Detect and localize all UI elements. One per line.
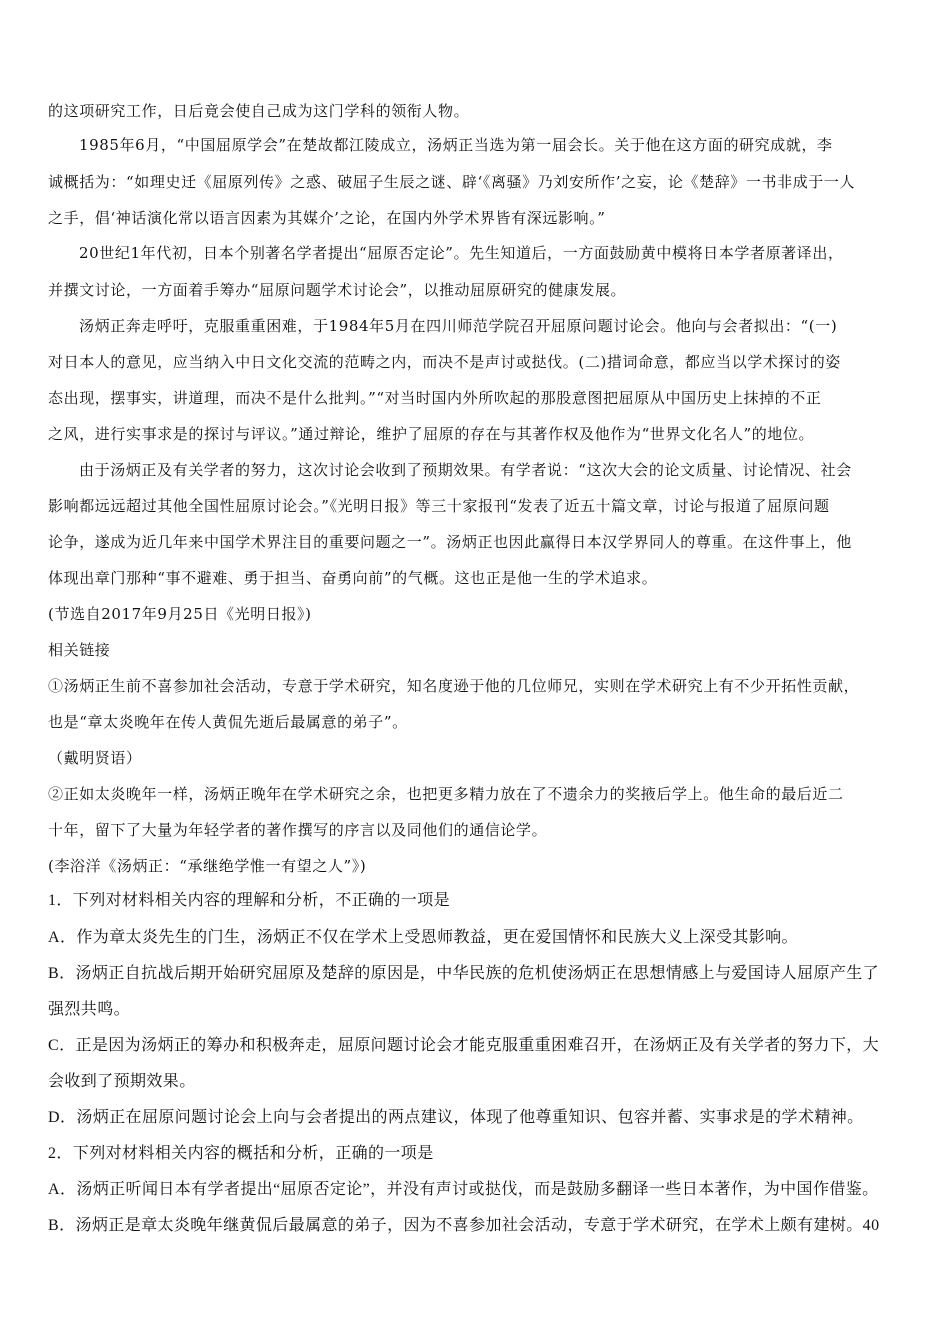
answer-option: C．正是因为汤炳正的筹办和积极奔走，屈原问题讨论会才能克服重重困难召开，在汤炳正及有关学者的努力下，大 — [48, 1037, 880, 1054]
answer-option: D．汤炳正在屈原问题讨论会上向与会者提出的两点建议，体现了他尊重知识、包容并蓄、实事求是的学术精神。 — [48, 1109, 864, 1126]
text-line: 也是“章太炎晚年在传人黄侃先逝后最属意的弟子”。 — [48, 713, 408, 731]
answer-option: A．作为章太炎先生的门生，汤炳正不仅在学术上受恩师教益，更在爱国情怀和民族大义上深受其影响。 — [48, 929, 798, 946]
text-line: ①汤炳正生前不喜参加社会活动，专意于学术研究，知名度逊于他的几位师兄，实则在学术研究上有不少开拓性贡献， — [48, 677, 860, 695]
text-line: 影响都远远超过其他全国性屈原讨论会。”《光明日报》等三十家报刊“发表了近五十篇文章，讨论与报道了屈原问题 — [48, 497, 830, 515]
section-heading: 相关链接 — [48, 641, 111, 659]
text-line: 并撰文讨论，一方面着手筹办“屈原问题学术讨论会”，以推动屈原研究的健康发展。 — [48, 281, 627, 299]
text-line: 对日本人的意见，应当纳入中日文化交流的范畴之内，而决不是声讨或挞伐。(二)措词命意，都应当以学术探讨的姿 — [48, 353, 841, 371]
text-line: 之风，进行实事求是的探讨与评议。”通过辩论，维护了屈原的存在与其著作权及他作为“世界文化名人”的地位。 — [48, 425, 815, 443]
source-note: （戴明贤语） — [48, 749, 142, 767]
text-line: 态出现，摆事实，讲道理，而决不是什么批判。”“对当时国内外所吹起的那股意图把屈原从中国历史上抹掉的不正 — [48, 389, 822, 407]
text-line: 论争，遂成为近几年来中国学术界注目的重要问题之一”。汤炳正也因此赢得日本汉学界同人的尊重。在这件事上，他 — [48, 533, 852, 551]
text-line: 汤炳正奔走呼吁，克服重重困难，于1984年5月在四川师范学院召开屈原问题讨论会。他向与会者拟出：“(一) — [79, 317, 838, 335]
text-line: 体现出章门那种“事不避难、勇于担当、奋勇向前”的气概。这也正是他一生的学术追求。 — [48, 569, 658, 587]
text-line: 之手，倡‘神话演化常以语言因素为其媒介’之论，在国内外学术界皆有深远影响。” — [48, 209, 606, 227]
question-stem: 1．下列对材料相关内容的理解和分析，不正确的一项是 — [48, 892, 451, 909]
source-note: (李浴洋《汤炳正：“承继绝学惟一有望之人”》) — [48, 857, 367, 875]
question-stem: 2．下列对材料相关内容的概括和分析，正确的一项是 — [48, 1145, 434, 1162]
text-line: 的这项研究工作，日后竟会使自己成为这门学科的领衔人物。 — [48, 102, 470, 120]
answer-option: A．汤炳正听闻日本有学者提出“屈原否定论”，并没有声讨或挞伐，而是鼓励多翻译一些日本著作，为中国作借鉴。 — [48, 1181, 879, 1198]
text-line: 诚概括为：“如理史迁《屈原列传》之惑、破屈子生辰之谜、辟‘《离骚》乃刘安所作’之妄，论《楚辞》一书非成于一人 — [48, 173, 856, 191]
answer-option: B．汤炳正自抗战后期开始研究屈原及楚辞的原因是，中华民族的危机使汤炳正在思想情感上与爱国诗人屈原产生了 — [48, 965, 880, 982]
text-line: 由于汤炳正及有关学者的努力，这次讨论会收到了预期效果。有学者说：“这次大会的论文质量、讨论情况、社会 — [79, 461, 852, 479]
answer-option: 会收到了预期效果。 — [48, 1073, 196, 1090]
text-line: 十年，留下了大量为年轻学者的著作撰写的序言以及同他们的通信论学。 — [48, 821, 548, 839]
text-line: 20世纪1年代初，日本个别著名学者提出“屈原否定论”。先生知道后，一方面鼓励黄中模将日本学者原著译出， — [79, 244, 844, 262]
answer-option: B．汤炳正是章太炎晚年继黄侃后最属意的弟子，因为不喜参加社会活动，专意于学术研究，在学术上颇有建树。40 — [48, 1217, 880, 1234]
text-line: 1985年6月，“中国屈原学会”在楚故都江陵成立，汤炳正当选为第一届会长。关于他在这方面的研究成就，李 — [79, 136, 833, 154]
answer-option: 强烈共鸣。 — [48, 1001, 131, 1018]
text-line: ②正如太炎晚年一样，汤炳正晚年在学术研究之余，也把更多精力放在了不遗余力的奖掖后学上。他生命的最后近二 — [48, 785, 844, 803]
source-note: (节选自2017年9月25日《光明日报》) — [48, 605, 312, 623]
